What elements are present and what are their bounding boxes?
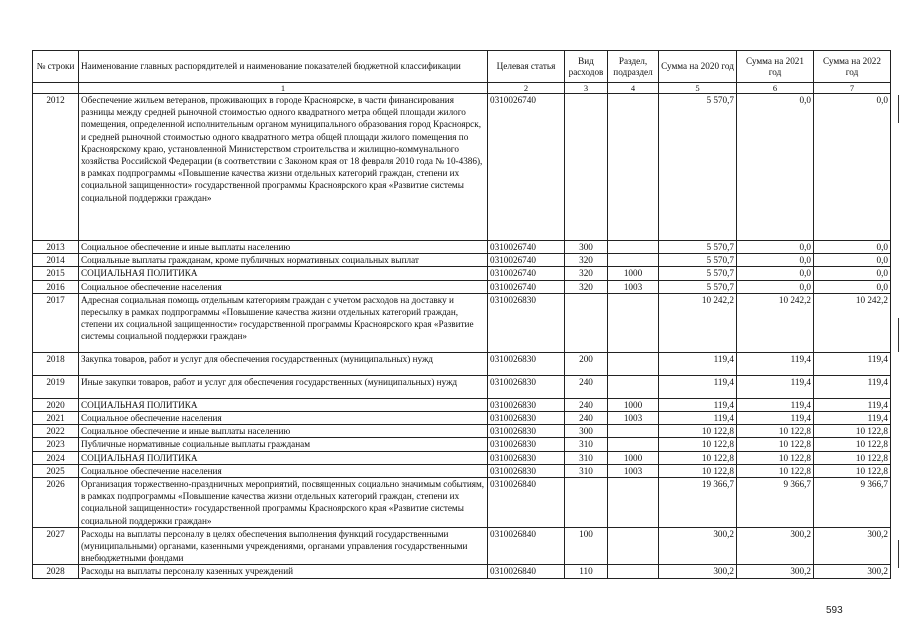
table-row <box>33 375 891 398</box>
table-row <box>33 478 891 528</box>
table-row <box>33 438 891 451</box>
row-sum-2020: 5 570,7 <box>659 280 737 293</box>
row-section <box>608 565 659 578</box>
row-sum-2021: 0,0 <box>737 241 814 254</box>
row-name: Расходы на выплаты персоналу казенных учреждений <box>79 565 488 578</box>
row-number: 2018 <box>33 352 79 375</box>
table-row <box>33 565 891 578</box>
row-sum-2021: 0,0 <box>737 94 814 241</box>
row-expense-type: 310 <box>565 464 608 477</box>
row-section <box>608 438 659 451</box>
row-number: 2014 <box>33 254 79 267</box>
row-expense-type: 100 <box>565 527 608 565</box>
row-section <box>608 254 659 267</box>
row-number: 2015 <box>33 267 79 280</box>
row-number: 2024 <box>33 451 79 464</box>
row-expense-type: 240 <box>565 412 608 425</box>
row-expense-type: 300 <box>565 241 608 254</box>
budget-table <box>32 50 891 579</box>
row-section: 1003 <box>608 280 659 293</box>
row-sum-2021: 300,2 <box>737 565 814 578</box>
row-number: 2019 <box>33 375 79 398</box>
table-row <box>33 254 891 267</box>
row-expense-type: 240 <box>565 398 608 411</box>
row-number: 2023 <box>33 438 79 451</box>
row-target-article: 0310026830 <box>488 293 565 352</box>
row-name: Организация торжественно-праздничных мероприятий, посвященных социально значимым событиям, в рамках подпрограммы «Повышение качества жизни отдельных категорий граждан, степени их социальной защищенности» государственной программы Красноярского края «Развитие системы социальной поддержки граждан» <box>79 478 488 528</box>
row-sum-2021: 119,4 <box>737 352 814 375</box>
row-expense-type: 200 <box>565 352 608 375</box>
row-sum-2020: 5 570,7 <box>659 241 737 254</box>
row-sum-2020: 10 122,8 <box>659 464 737 477</box>
column-number-blank <box>33 83 79 94</box>
row-sum-2021: 0,0 <box>737 254 814 267</box>
row-name: Социальное обеспечение и иные выплаты населению <box>79 425 488 438</box>
row-sum-2020: 119,4 <box>659 412 737 425</box>
column-number-4: 4 <box>608 83 659 94</box>
row-sum-2022: 119,4 <box>814 352 891 375</box>
table-row <box>33 527 891 565</box>
row-sum-2021: 0,0 <box>737 280 814 293</box>
column-number-6: 6 <box>737 83 814 94</box>
row-section: 1000 <box>608 451 659 464</box>
row-expense-type: 320 <box>565 254 608 267</box>
row-name: СОЦИАЛЬНАЯ ПОЛИТИКА <box>79 398 488 411</box>
row-section <box>608 425 659 438</box>
row-sum-2022: 119,4 <box>814 375 891 398</box>
row-sum-2022: 0,0 <box>814 241 891 254</box>
row-sum-2021: 119,4 <box>737 412 814 425</box>
row-expense-type: 310 <box>565 438 608 451</box>
row-target-article: 0310026840 <box>488 565 565 578</box>
row-expense-type <box>565 293 608 352</box>
row-number: 2026 <box>33 478 79 528</box>
row-sum-2021: 10 122,8 <box>737 438 814 451</box>
row-section <box>608 527 659 565</box>
row-target-article: 0310026840 <box>488 527 565 565</box>
row-sum-2021: 10 242,2 <box>737 293 814 352</box>
row-sum-2022: 0,0 <box>814 280 891 293</box>
table-row <box>33 241 891 254</box>
table-row <box>33 293 891 352</box>
row-sum-2021: 10 122,8 <box>737 425 814 438</box>
margin-mark <box>898 318 899 352</box>
row-sum-2021: 9 366,7 <box>737 478 814 528</box>
header-sum-2020: Сумма на 2020 год <box>659 51 737 83</box>
row-number: 2028 <box>33 565 79 578</box>
column-number-7: 7 <box>814 83 891 94</box>
row-sum-2022: 0,0 <box>814 94 891 241</box>
row-sum-2020: 10 242,2 <box>659 293 737 352</box>
row-name: СОЦИАЛЬНАЯ ПОЛИТИКА <box>79 267 488 280</box>
row-number: 2027 <box>33 527 79 565</box>
row-target-article: 0310026830 <box>488 352 565 375</box>
row-sum-2021: 10 122,8 <box>737 451 814 464</box>
row-sum-2021: 119,4 <box>737 398 814 411</box>
row-sum-2020: 119,4 <box>659 352 737 375</box>
row-target-article: 0310026740 <box>488 94 565 241</box>
header-name: Наименование главных распорядителей и наименование показателей бюджетной классификации <box>79 51 488 83</box>
row-name: Публичные нормативные социальные выплаты гражданам <box>79 438 488 451</box>
row-sum-2021: 0,0 <box>737 267 814 280</box>
row-sum-2020: 300,2 <box>659 527 737 565</box>
row-section: 1000 <box>608 398 659 411</box>
row-name: Социальное обеспечение населения <box>79 280 488 293</box>
row-target-article: 0310026830 <box>488 451 565 464</box>
header-section: Раздел, подраздел <box>608 51 659 83</box>
row-target-article: 0310026740 <box>488 241 565 254</box>
table-row <box>33 352 891 375</box>
row-expense-type: 320 <box>565 267 608 280</box>
row-name: Социальные выплаты гражданам, кроме публичных нормативных социальных выплат <box>79 254 488 267</box>
row-sum-2020: 5 570,7 <box>659 94 737 241</box>
table-row <box>33 464 891 477</box>
row-sum-2020: 119,4 <box>659 398 737 411</box>
row-name: Иные закупки товаров, работ и услуг для обеспечения государственных (муниципальных) нужд <box>79 375 488 398</box>
column-number-1: 1 <box>79 83 488 94</box>
row-section: 1003 <box>608 412 659 425</box>
row-expense-type: 300 <box>565 425 608 438</box>
row-section <box>608 375 659 398</box>
row-expense-type <box>565 94 608 241</box>
row-target-article: 0310026830 <box>488 425 565 438</box>
row-sum-2021: 300,2 <box>737 527 814 565</box>
row-sum-2022: 10 122,8 <box>814 438 891 451</box>
row-section <box>608 293 659 352</box>
row-sum-2022: 0,0 <box>814 254 891 267</box>
row-sum-2022: 10 122,8 <box>814 464 891 477</box>
row-number: 2017 <box>33 293 79 352</box>
row-sum-2022: 119,4 <box>814 412 891 425</box>
row-sum-2022: 0,0 <box>814 267 891 280</box>
row-target-article: 0310026830 <box>488 464 565 477</box>
row-sum-2022: 10 122,8 <box>814 425 891 438</box>
row-sum-2020: 5 570,7 <box>659 254 737 267</box>
row-section <box>608 478 659 528</box>
row-sum-2020: 10 122,8 <box>659 438 737 451</box>
row-name: Социальное обеспечение населения <box>79 464 488 477</box>
margin-mark <box>898 540 899 568</box>
row-sum-2020: 300,2 <box>659 565 737 578</box>
row-number: 2021 <box>33 412 79 425</box>
row-section <box>608 352 659 375</box>
row-name: Обеспечение жильем ветеранов, проживающих в городе Красноярске, в части финансирования разницы между средней рыночной стоимостью одного квадратного метра общей площади жилого помещения, определенной исполнительным органом муниципального образования город Красноярск, и средней рыночной стоимостью одного квадратного метра общей площади жилого помещения по Красноярскому краю, установленной Министерством строительства и жилищно-коммунального хозяйства Российской Федерации (в соответствии с Законом края от 18 февраля 2010 года № 10-4386), в рамках подпрограммы «Повышение качества жизни отдельных категорий граждан, степени их социальной защищенности» государственной программы Красноярского края «Развитие системы социальной поддержки граждан» <box>79 94 488 241</box>
header-row-no: № строки <box>33 51 79 83</box>
row-target-article: 0310026840 <box>488 478 565 528</box>
row-target-article: 0310026830 <box>488 375 565 398</box>
row-name: СОЦИАЛЬНАЯ ПОЛИТИКА <box>79 451 488 464</box>
column-number-2: 2 <box>488 83 565 94</box>
row-number: 2025 <box>33 464 79 477</box>
row-target-article: 0310026830 <box>488 398 565 411</box>
row-target-article: 0310026740 <box>488 254 565 267</box>
row-name: Адресная социальная помощь отдельным категориям граждан с учетом расходов на доставку и пересылку в рамках подпрограммы «Повышение качества жизни отдельных категорий граждан, степени их социальной защищенности» государственной программы Красноярского края «Развитие системы социальной поддержки граждан» <box>79 293 488 352</box>
row-target-article: 0310026740 <box>488 280 565 293</box>
header-row <box>33 51 891 83</box>
row-name: Социальное обеспечение населения <box>79 412 488 425</box>
header-expense-type: Вид расходов <box>565 51 608 83</box>
table-row <box>33 412 891 425</box>
row-target-article: 0310026830 <box>488 438 565 451</box>
row-expense-type: 240 <box>565 375 608 398</box>
row-sum-2020: 5 570,7 <box>659 267 737 280</box>
row-name: Социальное обеспечение и иные выплаты населению <box>79 241 488 254</box>
row-name: Закупка товаров, работ и услуг для обеспечения государственных (муниципальных) нужд <box>79 352 488 375</box>
row-number: 2013 <box>33 241 79 254</box>
row-section: 1003 <box>608 464 659 477</box>
row-number: 2020 <box>33 398 79 411</box>
table-row <box>33 94 891 241</box>
table-row <box>33 398 891 411</box>
header-target: Целевая статья <box>488 51 565 83</box>
row-expense-type: 110 <box>565 565 608 578</box>
column-number-3: 3 <box>565 83 608 94</box>
row-section <box>608 241 659 254</box>
row-sum-2022: 300,2 <box>814 565 891 578</box>
row-sum-2022: 119,4 <box>814 398 891 411</box>
header-sum-2021: Сумма на 2021 год <box>737 51 814 83</box>
row-sum-2022: 300,2 <box>814 527 891 565</box>
column-number-5: 5 <box>659 83 737 94</box>
row-sum-2022: 9 366,7 <box>814 478 891 528</box>
table-row <box>33 267 891 280</box>
table-row <box>33 280 891 293</box>
table-row <box>33 451 891 464</box>
row-sum-2020: 19 366,7 <box>659 478 737 528</box>
row-number: 2016 <box>33 280 79 293</box>
row-section: 1000 <box>608 267 659 280</box>
row-number: 2012 <box>33 94 79 241</box>
table-row <box>33 425 891 438</box>
row-sum-2021: 119,4 <box>737 375 814 398</box>
page-number: 593 <box>826 605 843 616</box>
row-sum-2022: 10 242,2 <box>814 293 891 352</box>
row-sum-2020: 10 122,8 <box>659 425 737 438</box>
row-sum-2021: 10 122,8 <box>737 464 814 477</box>
row-section <box>608 94 659 241</box>
row-expense-type: 320 <box>565 280 608 293</box>
table-body <box>33 94 891 579</box>
row-sum-2020: 119,4 <box>659 375 737 398</box>
row-name: Расходы на выплаты персоналу в целях обеспечения выполнения функций государственными (муниципальными) органами, казенными учреждениями, органами управления государственными внебюджетными фондами <box>79 527 488 565</box>
row-sum-2022: 10 122,8 <box>814 451 891 464</box>
row-number: 2022 <box>33 425 79 438</box>
row-expense-type: 310 <box>565 451 608 464</box>
row-target-article: 0310026830 <box>488 412 565 425</box>
header-sum-2022: Сумма на 2022 год <box>814 51 891 83</box>
row-sum-2020: 10 122,8 <box>659 451 737 464</box>
row-target-article: 0310026740 <box>488 267 565 280</box>
column-number-row <box>33 83 891 94</box>
margin-mark <box>898 95 899 123</box>
row-expense-type <box>565 478 608 528</box>
